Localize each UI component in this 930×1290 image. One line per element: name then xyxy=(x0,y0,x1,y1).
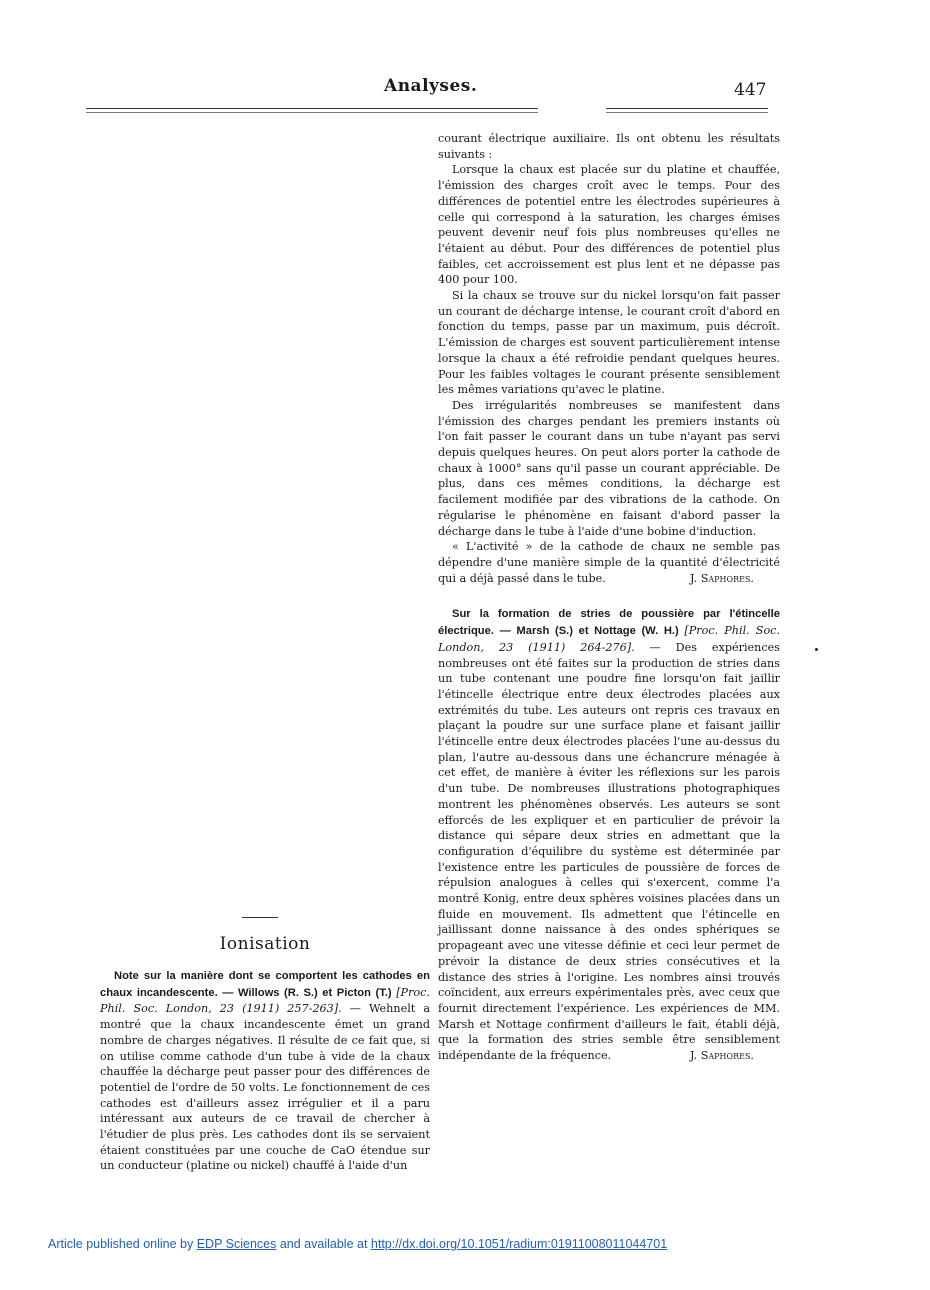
article-1-body: — Wehnelt a montré que la chaux incandescente émet un grand nombre de charges négatives. Il résulte de ce fait que, si on utilise comme cathode d'un tube à vide de la chaux chauffée la décharge peut passer pour des différences de potentiel de l'ordre de 50 volts. Le fonctionnement de ces cathodes est d'ailleurs assez irrégulier et il a paru intéressant aux auteurs de ce travail de chercher à l'étudier de plus près. Les cathodes dont ils se servaient étaient constituées par une couche de CaO étendue sur un conducteur (platine ou nickel) chauffé à l'aide d'un xyxy=(100,1002,430,1173)
article-1-authors: — Willows (R. S.) et Picton (T.) xyxy=(217,986,397,999)
closing-paragraph xyxy=(438,539,780,586)
section-title: Ionisation xyxy=(219,934,311,954)
doi-link[interactable]: http://dx.doi.org/10.1051/radium:01911008011044701 xyxy=(370,1237,668,1251)
page-number: 447 xyxy=(734,80,767,100)
right-column xyxy=(438,131,780,1064)
header-rule-right xyxy=(606,108,768,109)
article-2 xyxy=(438,606,780,1063)
stray-dot xyxy=(815,648,818,651)
article-2-signature: J. Saphores. xyxy=(690,1049,754,1063)
section-rule xyxy=(242,917,278,918)
footer-middle: and available at xyxy=(276,1237,371,1251)
left-column xyxy=(100,968,430,1174)
footer-prefix: Article published online by xyxy=(48,1237,197,1251)
article-2-body: — Des expériences nombreuses ont été faites sur la production de stries dans un tube contenant une poudre fine lorsqu'on fait jaillir l'étincelle électrique entre deux électrodes placées aux extrémités du tube. Les auteurs ont repris ces travaux en plaçant la poudre sur une surface plane et faisant jaillir l'étincelle entre deux électrodes placées l'une au-dessus du plan, l'autre au-dessous dans une échancrure ménagée à cet effet, de manière à éviter les réflexions sur les parois d'un tube. De nombreuses illustrations photographiques montrent les phénomènes observés. Les auteurs se sont efforcés de les expliquer et en particulier de prévoir la distance qui sépare deux stries en admettant que la configuration d'équilibre du système est déterminée par l'existence entre les particules de poussière de forces de répulsion analogues à celles qui s'exercent, comme l'a montré Konig, entre deux sphères voisines placées dans un fluide en mouvement. Ils admettent que l'étincelle en jaillissant donne naissance à des ondes sphériques se propageant avec une vitesse définie et ceci leur permet de prévoir la distance de deux stries consécutives et la distance des stries à l'origine. Les nombres ainsi trouvés coïncident, aux erreurs expérimentales près, avec ceux que fournit directement l'expérience. Les expériences de MM. Marsh et Nottage confirment d'ailleurs le fait, établi déjà, que la formation des stries semble être sensiblement indépendante de la fréquence. xyxy=(438,640,781,1063)
header-rule-left-thin xyxy=(86,112,538,113)
continuation-paragraph-4: Des irrégularités nombreuses se manifestent dans l'émission des charges pendant les premiers instants où l'on fait passer le courant dans un tube n'ayant pas servi depuis quelques heures. On peut alors porter la cathode de chaux à 1000° sans qu'il passe un courant appréciable. De plus, dans ces mêmes conditions, la décharge est facilement modifiée par des vibrations de la cathode. On régularise le phénomène en faisant d'abord passer la décharge dans le tube à l'aide d'une bobine d'induction. xyxy=(438,398,780,538)
publisher-link[interactable]: EDP Sciences xyxy=(196,1237,277,1251)
header-rule-left xyxy=(86,108,538,109)
footer xyxy=(48,1237,667,1251)
header-rule-right-thin xyxy=(606,112,768,113)
article-2-journal: [Proc. Phil. Soc. London, 23 (1911) 264-276]. xyxy=(438,624,780,654)
continuation-paragraph-3: Si la chaux se trouve sur du nickel lorsqu'on fait passer un courant de décharge intense, le courant croît d'abord en fonction du temps, passe par un maximum, puis décroît. L'émission de charges est souvent particulièrement intense lorsque la chaux a été refroidie pendant quelques heures. Pour les faibles voltages le courant présente sensiblement les mêmes variations qu'avec le platine. xyxy=(438,289,780,397)
closing-text: « L'activité » de la cathode de chaux ne semble pas dépendre d'une manière simple de la quantité d'électricité qui a déjà passé dans le tube. xyxy=(438,540,780,585)
article-2-title: Sur la formation de stries de poussière par l'étincelle électrique. xyxy=(438,608,780,638)
article-1-title: Note sur la manière dont se comportent les cathodes en chaux incandescente. xyxy=(100,970,430,999)
continuation-paragraph-1: courant électrique auxiliaire. Ils ont obtenu les résultats suivants : xyxy=(438,132,780,161)
continuation-paragraph-2: Lorsque la chaux est placée sur du platine et chauffée, l'émission des charges croît avec le temps. Pour des différences de potentiel entre les électrodes supérieures à celle qui correspond à la saturation, les charges émises peuvent devenir neuf fois plus nombreuses qu'elles ne l'étaient au début. Pour des différences de potentiel plus faibles, cet accroissement est plus lent et ne dépasse pas 400 pour 100. xyxy=(438,163,780,287)
article-2-authors: — Marsh (S.) et Nottage (W. H.) xyxy=(493,625,685,638)
closing-signature: J. Saphores. xyxy=(690,571,754,585)
running-title: Analyses. xyxy=(384,76,478,96)
article-1 xyxy=(100,968,430,1174)
article-1-journal: [Proc. Phil. Soc. London, 23 (1911) 257-263]. xyxy=(100,985,430,1016)
